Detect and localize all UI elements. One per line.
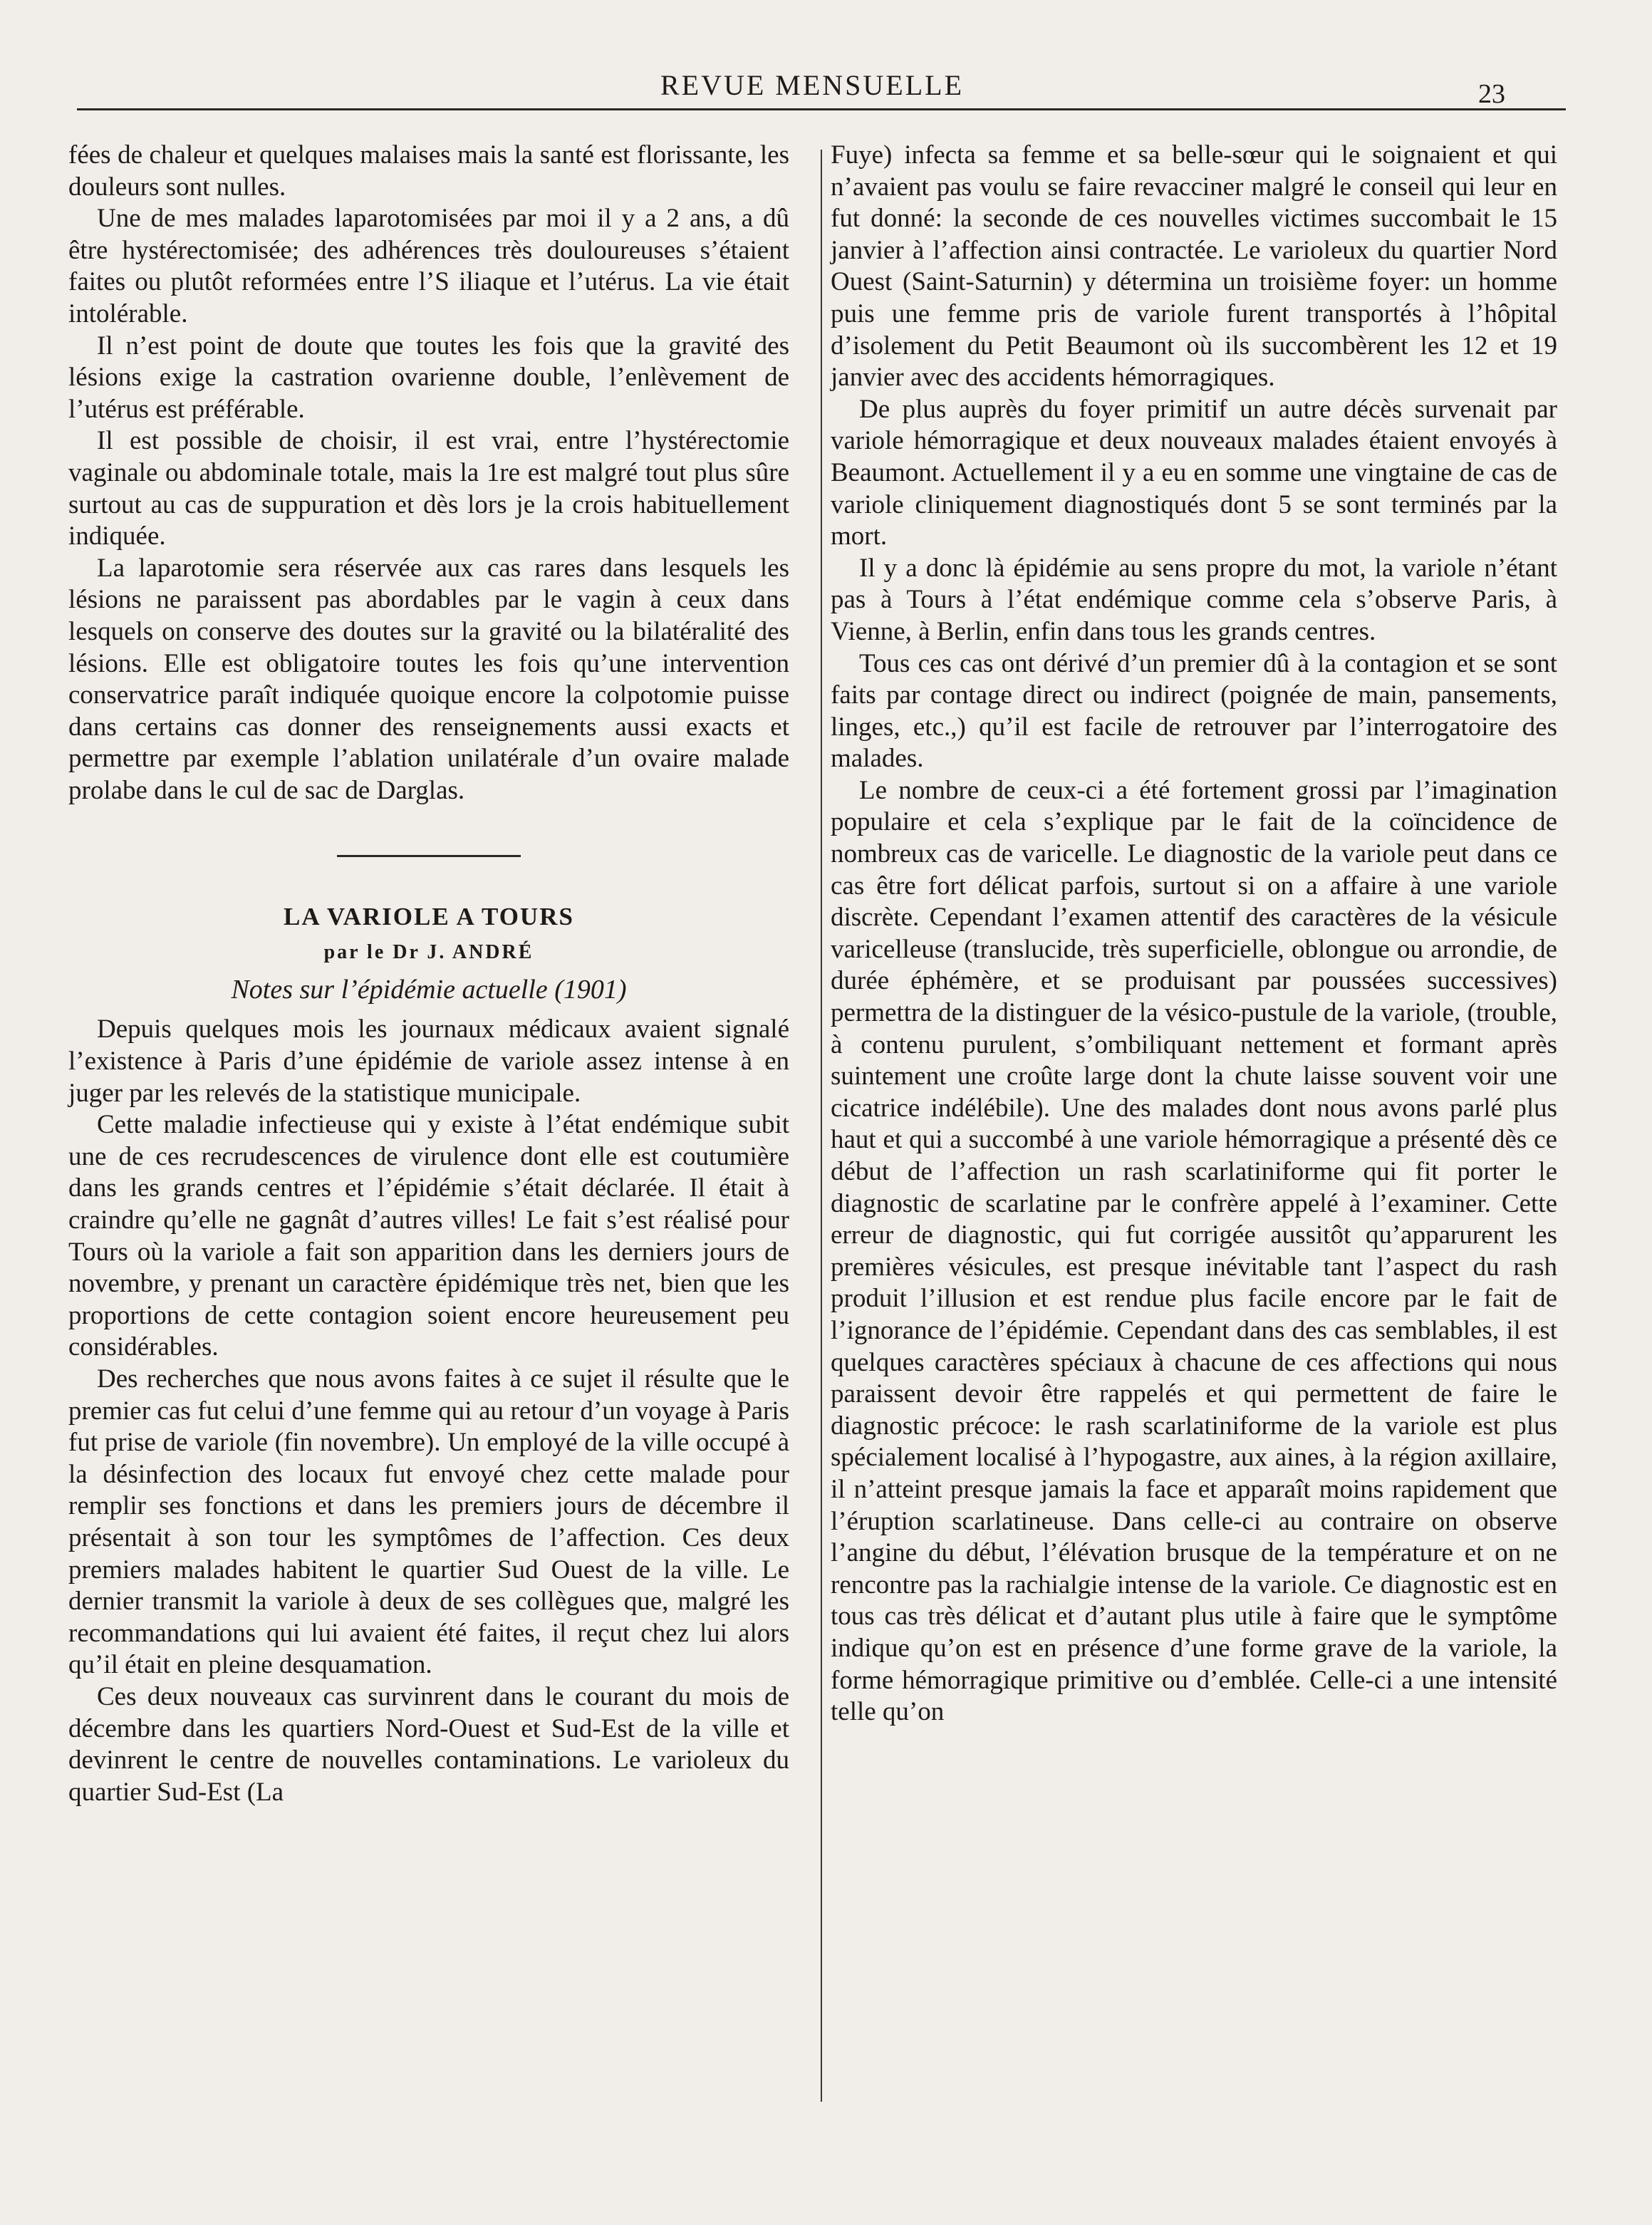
section-separator xyxy=(337,855,521,857)
paragraph: Le nombre de ceux-ci a été fortement grossi par l’imagination populaire et cela s’explique par le fait de la coïncidence de nombreux cas de varicelle. Le diagnostic de la variole peut dans ce cas être fort délicat parfois, surtout si on a affaire à une variole discrète. Cependant l’examen attentif des caractères de la vésicule varicelleuse (translucide, très superficielle, oblongue ou arrondie, de durée éphémère, et se produisant par poussées successives) permettra de la distinguer de la vésico-pustule de la variole, (trouble, à contenu purulent, s’ombiliquant nettement et formant après suintement une croûte large dont la chute laisse souvent voir une cicatrice indélébile). Une des malades dont nous avons parlé plus haut et qui a succombé à une variole hémorragique a présenté dès ce début de l’affection un rash scarlatiniforme qui fit porter le diagnostic de scarlatine par le confrère appelé à l’examiner. Cette erreur de diagnostic, qui fut corrigée aussitôt qu’apparurent les premières vésicules, est presque inévitable tant l’aspect du rash produit l’illusion et est rendue plus facile encore par le fait de l’ignorance de l’épidémie. Cependant dans des cas semblables, il est quelques caractères spéciaux à chacune de ces affections qui nous paraissent devoir être rappelés et qui permettent de faire le diagnostic précoce: le rash scarlatiniforme de la variole est plus spécialement localisé à l’hypogastre, aux aines, à la région axillaire, il n’atteint presque jamais la face et apparaît moins rapidement que l’éruption scarlatineuse. Dans celle-ci au contraire on observe l’angine du début, l’élévation brusque de la température et on ne rencontre pas la rachialgie intense de la variole. Ce diagnostic est en tous cas très délicat et d’autant plus utile à faire que le symptôme indique qu’on est en présence d’une forme grave de la variole, la forme hémorragique primitive ou d’emblée. Celle-ci a une intensité telle qu’on xyxy=(831,775,1557,1727)
article-subtitle: Notes sur l’épidémie actuelle (1901) xyxy=(231,975,627,1005)
paragraph: Il n’est point de doute que toutes les fois que la gravité des lésions exige la castration ovarienne double, l’enlèvement de l’utérus est préférable. xyxy=(68,331,789,424)
paragraph: Fuye) infecta sa femme et sa belle-sœur qui le soignaient et qui n’avaient pas voulu se faire revacciner malgré le conseil qui leur en fut donné: la seconde de ces nouvelles victimes succombait le 15 janvier à l’affection ainsi contractée. Le varioleux du quartier Nord Ouest (Saint-Saturnin) y détermina un troisième foyer: un homme puis une femme pris de variole furent transportés à l’hôpital d’isolement du Petit Beaumont où ils succombèrent les 12 et 19 janvier avec des accidents hémorragiques. xyxy=(831,140,1557,393)
paragraph: Des recherches que nous avons faites à ce sujet il résulte que le premier cas fut celui d’une femme qui au retour d’un voyage à Paris fut prise de variole (fin novembre). Un employé de la ville occupé à la désinfection des locaux fut envoyé chez cette malade pour remplir ses fonctions et dans les premiers jours de décembre il présentait à son tour les symptômes de l’affection. Ces deux premiers malades habitent le quartier Sud Ouest de la ville. Le dernier transmit la variole à deux de ses collègues que, malgré les recommandations qui lui avaient été faites, il reçut chez lui alors qu’il était en pleine desquamation. xyxy=(68,1364,789,1680)
paragraph: De plus auprès du foyer primitif un autre décès survenait par variole hémorragique et deux nouveaux malades étaient envoyés à Beaumont. Actuellement il y a eu en somme une vingtaine de cas de variole cliniquement diagnostiqués dont 5 se sont terminés par la mort. xyxy=(831,394,1557,551)
paragraph: Ces deux nouveaux cas survinrent dans le courant du mois de décembre dans les quartiers Nord-Ouest et Sud-Est de la ville et devinrent le centre de nouvelles contaminations. Le varioleux du quartier Sud-Est (La xyxy=(68,1681,789,1807)
article-title: LA VARIOLE A TOURS xyxy=(284,903,574,931)
running-title: REVUE MENSUELLE xyxy=(660,69,965,101)
paragraph: La laparotomie sera réservée aux cas rares dans lesquels les lésions ne paraissent pas abordables par le vagin à ceux dans lesquels on conserve des doutes sur la gravité ou la bilatéralité des lésions. Elle est obligatoire toutes les fois qu’une intervention conservatrice paraît indiquée quoique encore la colpotomie puisse dans certains cas donner des renseignements aussi exacts et permettre par exemple l’ablation unilatérale d’un ovaire malade prolabe dans le cul de sac de Darglas. xyxy=(68,553,789,805)
running-header xyxy=(0,68,1652,108)
paragraph: Une de mes malades laparotomisées par moi il y a 2 ans, a dû être hystérectomisée; des adhérences très douloureuses s’étaient faites ou plutôt reformées entre l’S iliaque et l’utérus. La vie était intolérable. xyxy=(68,204,789,328)
page-number: 23 xyxy=(1478,79,1505,109)
paragraph: Tous ces cas ont dérivé d’un premier dû à la contagion et se sont faits par contage direct ou indirect (poignée de main, pansements, linges, etc.,) qu’il est facile de retrouver par l’interrogatoire des malades. xyxy=(831,648,1557,774)
paragraph: Depuis quelques mois les journaux médicaux avaient signalé l’existence à Paris d’une épidémie de variole assez intense à en juger par les relevés de la statistique municipale. xyxy=(68,1015,789,1108)
column-divider xyxy=(821,150,822,2102)
paragraph: fées de chaleur et quelques malaises mais la santé est florissante, les douleurs sont nulles. xyxy=(68,140,789,202)
paragraph: Il est possible de choisir, il est vrai, entre l’hystérectomie vaginale ou abdominale totale, mais la 1re est malgré tout plus sûre surtout au cas de suppuration et dès lors je la crois habituellement indiquée. xyxy=(68,426,789,551)
right-column xyxy=(831,140,1557,1728)
paragraph: Cette maladie infectieuse qui y existe à l’état endémique subit une de ces recrudescences de virulence dont elle est coutumière dans les grands centres et l’épidémie s’était déclarée. Il était à craindre qu’elle ne gagnât d’autres villes! Le fait s’est réalisé pour Tours où la variole a fait son apparition dans les derniers jours de novembre, y prenant un caractère épidémique très net, bien que les proportions de cette contagion soient encore heureusement peu considérables. xyxy=(68,1110,789,1362)
header-rule xyxy=(77,108,1566,110)
paragraph: Il y a donc là épidémie au sens propre du mot, la variole n’étant pas à Tours à l’état endémique comme cela s’observe Paris, à Vienne, à Berlin, enfin dans tous les grands centres. xyxy=(831,553,1557,646)
article-author: par le Dr J. ANDRÉ xyxy=(323,941,534,964)
left-column xyxy=(68,140,789,1808)
